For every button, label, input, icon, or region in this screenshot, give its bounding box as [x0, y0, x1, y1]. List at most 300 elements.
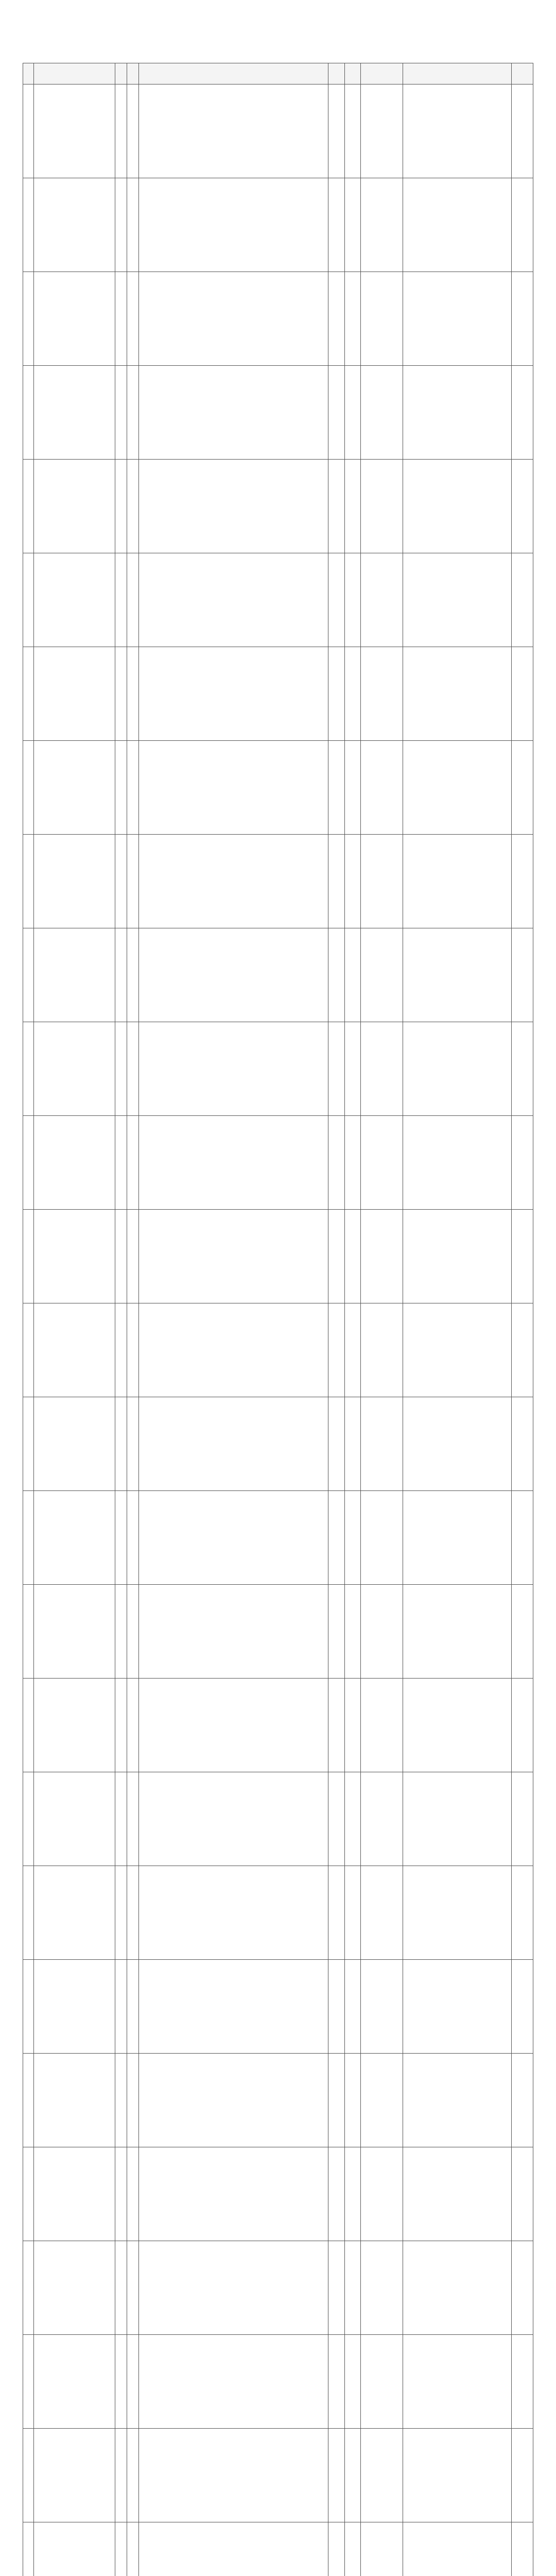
table-row	[23, 84, 533, 178]
table-cell	[403, 2522, 511, 2576]
table-cell	[23, 178, 34, 272]
table-cell	[34, 553, 115, 647]
table-cell	[127, 2522, 138, 2576]
column-header-5	[139, 63, 328, 84]
table-cell	[139, 366, 328, 460]
table-cell	[34, 928, 115, 1022]
table-cell	[344, 1210, 361, 1303]
table-cell	[511, 1397, 533, 1491]
table-cell	[344, 460, 361, 553]
table-cell	[344, 553, 361, 647]
table-cell	[403, 835, 511, 928]
table-cell	[328, 1116, 345, 1210]
table-cell	[34, 2522, 115, 2576]
table-row	[23, 1772, 533, 1866]
table-cell	[23, 835, 34, 928]
table-cell	[127, 1960, 138, 2054]
table-cell	[139, 2522, 328, 2576]
table-cell	[328, 553, 345, 647]
table-cell	[115, 2522, 127, 2576]
column-header-4	[127, 63, 138, 84]
table-cell	[127, 1210, 138, 1303]
table-cell	[115, 84, 127, 178]
table-cell	[361, 2054, 403, 2147]
table-row	[23, 1866, 533, 1960]
table-cell	[403, 1397, 511, 1491]
table-cell	[115, 1303, 127, 1397]
table-cell	[34, 1210, 115, 1303]
table-cell	[328, 2522, 345, 2576]
table-cell	[328, 1022, 345, 1116]
table-cell	[328, 1397, 345, 1491]
table-cell	[139, 1116, 328, 1210]
table-cell	[127, 1679, 138, 1772]
table-cell	[511, 1866, 533, 1960]
table-cell	[127, 1116, 138, 1210]
table-cell	[403, 272, 511, 366]
table-row	[23, 2429, 533, 2522]
table-cell	[139, 2147, 328, 2241]
table-cell	[361, 741, 403, 835]
table-cell	[361, 84, 403, 178]
table-cell	[511, 1210, 533, 1303]
table-cell	[139, 1210, 328, 1303]
table-cell	[34, 1866, 115, 1960]
table-cell	[361, 178, 403, 272]
table-cell	[403, 1022, 511, 1116]
table-cell	[34, 647, 115, 741]
table-cell	[328, 1772, 345, 1866]
table-cell	[23, 1210, 34, 1303]
table-cell	[328, 1585, 345, 1679]
table-cell	[403, 84, 511, 178]
table-row	[23, 1022, 533, 1116]
table-cell	[511, 272, 533, 366]
table-cell	[344, 835, 361, 928]
table-cell	[34, 835, 115, 928]
table-cell	[403, 178, 511, 272]
table-row	[23, 1303, 533, 1397]
table-cell	[344, 2429, 361, 2522]
table-cell	[115, 2335, 127, 2429]
table-cell	[127, 1303, 138, 1397]
table-cell	[115, 272, 127, 366]
table-cell	[511, 835, 533, 928]
table-row	[23, 553, 533, 647]
table-cell	[361, 272, 403, 366]
page-subtitle	[23, 49, 533, 58]
table-cell	[361, 1960, 403, 2054]
table-cell	[139, 553, 328, 647]
table-cell	[511, 460, 533, 553]
table-cell	[328, 1491, 345, 1585]
table-row	[23, 1491, 533, 1585]
table-cell	[127, 553, 138, 647]
table-cell	[344, 2241, 361, 2335]
table-cell	[403, 2241, 511, 2335]
table-cell	[127, 928, 138, 1022]
table-cell	[115, 835, 127, 928]
table-cell	[403, 1116, 511, 1210]
table-cell	[403, 366, 511, 460]
table-cell	[139, 928, 328, 1022]
table-cell	[328, 178, 345, 272]
table-cell	[127, 460, 138, 553]
table-row	[23, 366, 533, 460]
table-row	[23, 460, 533, 553]
table-cell	[139, 741, 328, 835]
table-cell	[23, 84, 34, 178]
table-cell	[23, 1679, 34, 1772]
table-row	[23, 1679, 533, 1772]
table-cell	[34, 1679, 115, 1772]
table-cell	[115, 1866, 127, 1960]
table-cell	[361, 2147, 403, 2241]
table-cell	[511, 2335, 533, 2429]
table-cell	[511, 1679, 533, 1772]
table-cell	[511, 84, 533, 178]
table-cell	[361, 460, 403, 553]
table-cell	[403, 1866, 511, 1960]
table-cell	[511, 178, 533, 272]
table-row	[23, 272, 533, 366]
table-cell	[403, 1585, 511, 1679]
table-cell	[23, 460, 34, 553]
table-cell	[403, 1679, 511, 1772]
table-cell	[361, 835, 403, 928]
table-cell	[361, 928, 403, 1022]
table-cell	[115, 928, 127, 1022]
table-cell	[511, 647, 533, 741]
table-cell	[361, 647, 403, 741]
table-cell	[511, 2241, 533, 2335]
table-cell	[361, 2429, 403, 2522]
table-cell	[23, 647, 34, 741]
table-cell	[23, 1491, 34, 1585]
table-cell	[34, 1491, 115, 1585]
table-row	[23, 1210, 533, 1303]
table-cell	[344, 1116, 361, 1210]
table-cell	[511, 2522, 533, 2576]
table-cell	[139, 1866, 328, 1960]
table-row	[23, 2054, 533, 2147]
table-cell	[344, 1866, 361, 1960]
table-cell	[127, 1397, 138, 1491]
table-cell	[511, 2429, 533, 2522]
table-cell	[115, 647, 127, 741]
table-cell	[34, 84, 115, 178]
table-cell	[361, 1585, 403, 1679]
table-cell	[23, 1397, 34, 1491]
table-cell	[361, 1303, 403, 1397]
table-cell	[403, 2054, 511, 2147]
table-cell	[344, 1397, 361, 1491]
table-cell	[511, 1022, 533, 1116]
table-cell	[344, 1022, 361, 1116]
column-header-6	[328, 63, 345, 84]
table-cell	[23, 741, 34, 835]
table-cell	[361, 2241, 403, 2335]
table-cell	[403, 1210, 511, 1303]
table-cell	[511, 2147, 533, 2241]
table-cell	[361, 1679, 403, 1772]
table-cell	[139, 84, 328, 178]
table-cell	[403, 928, 511, 1022]
table-cell	[115, 1397, 127, 1491]
table-cell	[115, 2429, 127, 2522]
table-cell	[139, 1772, 328, 1866]
table-cell	[127, 2054, 138, 2147]
table-cell	[127, 1772, 138, 1866]
table-cell	[23, 2429, 34, 2522]
table-cell	[115, 1585, 127, 1679]
table-cell	[328, 1960, 345, 2054]
table-container	[23, 63, 533, 2576]
table-cell	[139, 647, 328, 741]
table-cell	[328, 1679, 345, 1772]
table-cell	[127, 647, 138, 741]
table-cell	[139, 1022, 328, 1116]
table-cell	[23, 928, 34, 1022]
table-cell	[127, 1866, 138, 1960]
table-cell	[115, 2147, 127, 2241]
table-cell	[328, 460, 345, 553]
table-cell	[403, 460, 511, 553]
column-header-3	[115, 63, 127, 84]
table-cell	[127, 178, 138, 272]
table-cell	[127, 1491, 138, 1585]
table-cell	[403, 647, 511, 741]
table-cell	[139, 2054, 328, 2147]
table-cell	[23, 1022, 34, 1116]
table-row	[23, 1397, 533, 1491]
table-cell	[34, 1585, 115, 1679]
table-cell	[361, 1866, 403, 1960]
table-cell	[344, 84, 361, 178]
table-cell	[34, 741, 115, 835]
table-cell	[328, 366, 345, 460]
table-cell	[403, 2335, 511, 2429]
table-cell	[361, 1210, 403, 1303]
page-title	[23, 32, 533, 47]
table-cell	[328, 1866, 345, 1960]
table-cell	[328, 84, 345, 178]
table-cell	[115, 178, 127, 272]
table-cell	[34, 272, 115, 366]
table-cell	[115, 1491, 127, 1585]
table-cell	[139, 1679, 328, 1772]
table-cell	[23, 272, 34, 366]
table-cell	[34, 2054, 115, 2147]
table-cell	[139, 272, 328, 366]
table-cell	[115, 366, 127, 460]
table-cell	[139, 2429, 328, 2522]
table-cell	[328, 647, 345, 741]
table-cell	[23, 1960, 34, 2054]
table-cell	[23, 1772, 34, 1866]
table-cell	[344, 1772, 361, 1866]
table-cell	[403, 1772, 511, 1866]
table-cell	[127, 2335, 138, 2429]
table-cell	[115, 553, 127, 647]
table-cell	[511, 1585, 533, 1679]
table-row	[23, 1585, 533, 1679]
table-cell	[344, 928, 361, 1022]
table-cell	[23, 1585, 34, 1679]
column-header-1	[23, 63, 34, 84]
table-cell	[23, 2054, 34, 2147]
table-cell	[23, 2147, 34, 2241]
table-row	[23, 1116, 533, 1210]
attachment-label	[23, 9, 533, 19]
table-cell	[127, 741, 138, 835]
table-row	[23, 2335, 533, 2429]
table-row	[23, 2147, 533, 2241]
table-cell	[115, 1960, 127, 2054]
table-cell	[328, 2335, 345, 2429]
table-cell	[403, 741, 511, 835]
table-cell	[34, 1397, 115, 1491]
table-cell	[361, 1491, 403, 1585]
table-row	[23, 2522, 533, 2576]
table-cell	[23, 1116, 34, 1210]
table-row	[23, 741, 533, 835]
table-cell	[511, 2054, 533, 2147]
table-cell	[361, 553, 403, 647]
table-cell	[344, 2522, 361, 2576]
table-cell	[511, 928, 533, 1022]
table-cell	[344, 272, 361, 366]
table-cell	[511, 1772, 533, 1866]
table-cell	[344, 1960, 361, 2054]
table-cell	[403, 1960, 511, 2054]
column-header-8	[361, 63, 403, 84]
column-header-10	[511, 63, 533, 84]
table-cell	[127, 366, 138, 460]
table-row	[23, 835, 533, 928]
data-table	[23, 63, 533, 2576]
table-cell	[115, 1022, 127, 1116]
table-cell	[344, 1303, 361, 1397]
table-cell	[511, 366, 533, 460]
table-cell	[34, 1772, 115, 1866]
table-cell	[139, 1960, 328, 2054]
table-cell	[511, 1491, 533, 1585]
table-cell	[328, 2241, 345, 2335]
table-cell	[511, 1116, 533, 1210]
table-cell	[344, 647, 361, 741]
table-cell	[34, 460, 115, 553]
table-cell	[139, 1397, 328, 1491]
table-cell	[34, 1303, 115, 1397]
table-cell	[344, 1585, 361, 1679]
table-row	[23, 928, 533, 1022]
table-cell	[328, 2054, 345, 2147]
table-cell	[511, 553, 533, 647]
table-cell	[139, 2335, 328, 2429]
table-cell	[34, 1022, 115, 1116]
table-cell	[361, 1022, 403, 1116]
table-cell	[361, 366, 403, 460]
table-cell	[511, 741, 533, 835]
table-header-row	[23, 63, 533, 84]
table-cell	[328, 928, 345, 1022]
table-row	[23, 1960, 533, 2054]
table-cell	[511, 1960, 533, 2054]
table-cell	[34, 366, 115, 460]
table-cell	[23, 1866, 34, 1960]
table-cell	[34, 1960, 115, 2054]
table-row	[23, 178, 533, 272]
table-header	[23, 63, 533, 84]
table-cell	[139, 1585, 328, 1679]
column-header-2	[34, 63, 115, 84]
table-cell	[115, 1210, 127, 1303]
table-cell	[361, 1116, 403, 1210]
table-cell	[344, 1491, 361, 1585]
table-cell	[23, 2241, 34, 2335]
table-cell	[328, 2147, 345, 2241]
column-header-9	[403, 63, 511, 84]
table-row	[23, 2241, 533, 2335]
table-cell	[34, 2335, 115, 2429]
table-cell	[328, 835, 345, 928]
table-cell	[34, 1116, 115, 1210]
table-cell	[34, 2429, 115, 2522]
table-cell	[23, 553, 34, 647]
table-cell	[344, 366, 361, 460]
table-row	[23, 647, 533, 741]
table-cell	[127, 1022, 138, 1116]
table-cell	[23, 2335, 34, 2429]
table-cell	[115, 2241, 127, 2335]
table-cell	[23, 1303, 34, 1397]
table-cell	[344, 1679, 361, 1772]
table-cell	[361, 1772, 403, 1866]
table-cell	[127, 2147, 138, 2241]
table-cell	[115, 741, 127, 835]
table-cell	[139, 460, 328, 553]
table-cell	[139, 178, 328, 272]
table-cell	[139, 1491, 328, 1585]
table-cell	[115, 1116, 127, 1210]
table-cell	[23, 366, 34, 460]
table-cell	[115, 460, 127, 553]
table-cell	[344, 741, 361, 835]
table-cell	[34, 2241, 115, 2335]
table-cell	[34, 178, 115, 272]
table-cell	[127, 2241, 138, 2335]
table-cell	[139, 2241, 328, 2335]
table-cell	[361, 2522, 403, 2576]
table-cell	[139, 835, 328, 928]
table-cell	[344, 2054, 361, 2147]
table-cell	[403, 1491, 511, 1585]
table-cell	[403, 1303, 511, 1397]
table-cell	[344, 2147, 361, 2241]
table-cell	[403, 2147, 511, 2241]
table-cell	[328, 2429, 345, 2522]
table-cell	[344, 2335, 361, 2429]
table-cell	[115, 1679, 127, 1772]
table-cell	[127, 835, 138, 928]
table-cell	[344, 178, 361, 272]
table-cell	[328, 272, 345, 366]
table-cell	[361, 1397, 403, 1491]
table-cell	[127, 2429, 138, 2522]
table-cell	[115, 1772, 127, 1866]
table-body	[23, 84, 533, 2576]
